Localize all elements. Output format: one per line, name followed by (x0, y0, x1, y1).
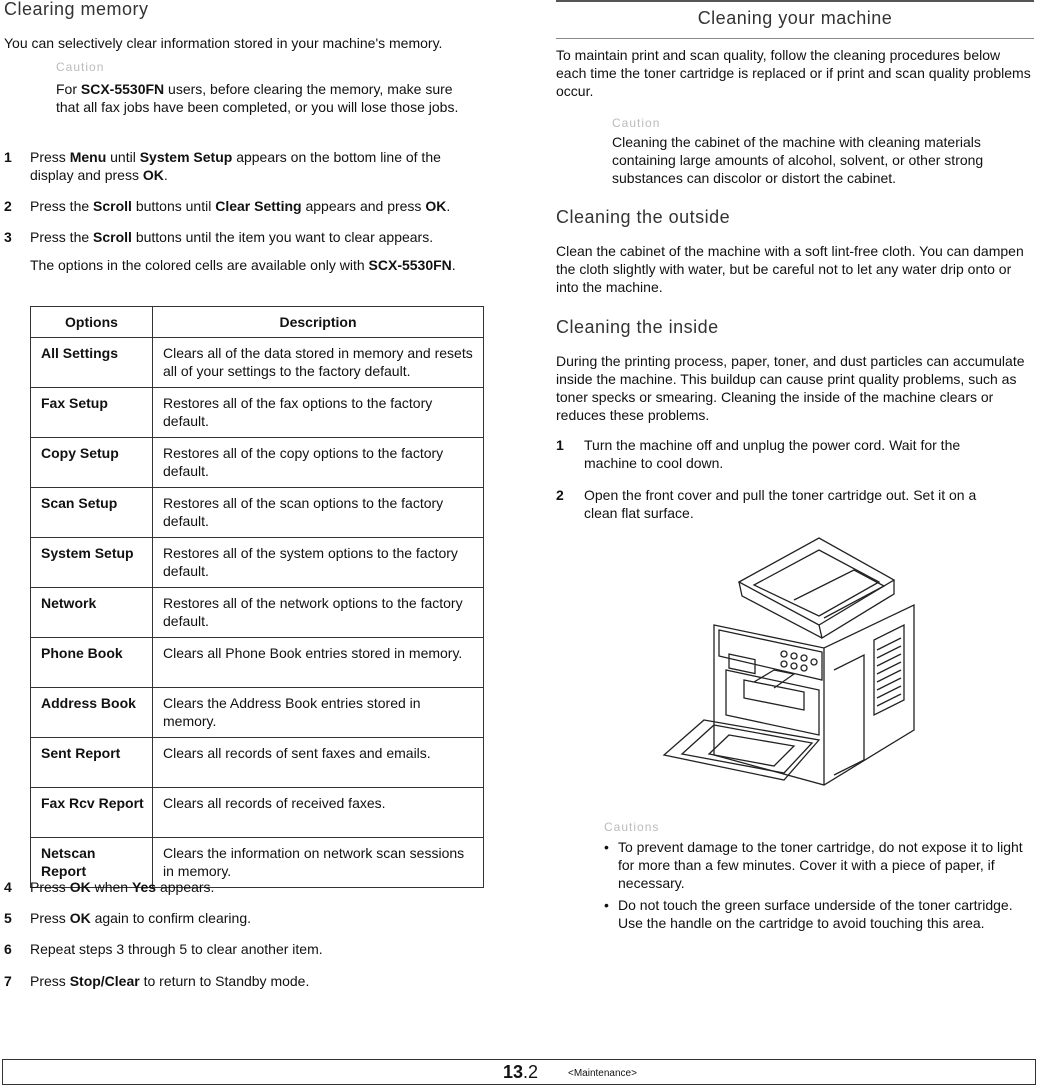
step-number: 1 (556, 437, 564, 453)
step-number: 7 (4, 973, 12, 989)
table-row (31, 488, 484, 538)
intro-text: You can selectively clear information stored in your machine's memory. (4, 35, 443, 51)
step-number: 4 (4, 879, 12, 895)
table-row (31, 788, 484, 838)
section-label: <Maintenance> (568, 1068, 637, 1079)
subheading-cleaning-inside: Cleaning the inside (556, 317, 719, 337)
caution-label: Caution (612, 116, 661, 130)
cleaning-intro: To maintain print and scan quality, follow the cleaning procedures below each time the toner cartridge is replaced or if print and scan quality problems occur. (556, 47, 1031, 99)
caution-note: For SCX-5530FN users, before clearing the memory, make sure that all fax jobs have been completed, or you will lose those jobs. (56, 81, 459, 115)
option-description: Restores all of the network options to the factory default. (153, 588, 484, 638)
table-row (31, 538, 484, 588)
option-name: Scan Setup (31, 488, 153, 538)
option-name: Phone Book (31, 638, 153, 688)
table-row (31, 388, 484, 438)
printer-illustration (644, 530, 924, 810)
cautions-label: Cautions (604, 820, 660, 834)
column-header-options: Options (31, 307, 153, 338)
table-row (31, 638, 484, 688)
subheading-cleaning-outside: Cleaning the outside (556, 207, 731, 227)
option-description: Clears all of the data stored in memory and resets all of your settings to the factory default. (153, 338, 484, 388)
inside-text: During the printing process, paper, toner, and dust particles can accumulate inside the machine. This buildup can cause print quality problems, such as toner specks or smearing. Cleaning the inside of the machine clears or reduces these problems. (556, 353, 1025, 423)
option-description: Restores all of the system options to the factory default. (153, 538, 484, 588)
table-row (31, 438, 484, 488)
table-row (31, 588, 484, 638)
option-description: Clears all records of received faxes. (153, 788, 484, 838)
chapter-header (556, 0, 1034, 39)
option-name: All Settings (31, 338, 153, 388)
option-description: Clears the information on network scan sessions in memory. (153, 838, 484, 888)
option-description: Clears the Address Book entries stored in memory. (153, 688, 484, 738)
step-number: 2 (556, 487, 564, 503)
list-item: • To prevent damage to the toner cartridge, do not expose it to light for more than a few minutes. Cover it with a piece of paper, if necessary. (604, 838, 1032, 892)
outside-text: Clean the cabinet of the machine with a soft lint-free cloth. You can dampen the cloth slightly with water, but be careful not to let any water drip onto or into the machine. (556, 243, 1024, 295)
section-title-cleaning-machine: Cleaning your machine (697, 8, 893, 28)
column-header-description: Description (153, 307, 484, 338)
caution-text: Cleaning the cabinet of the machine with cleaning materials containing large amounts of alcohol, solvent, or other strong substances can discolor or distort the cabinet. (612, 134, 984, 186)
option-description: Restores all of the fax options to the factory default. (153, 388, 484, 438)
option-description: Clears all Phone Book entries stored in memory. (153, 638, 484, 688)
step-number: 2 (4, 198, 12, 214)
option-name: Address Book (31, 688, 153, 738)
table-row (31, 688, 484, 738)
cautions-list (604, 838, 1032, 936)
step-number: 1 (4, 149, 12, 165)
option-name: System Setup (31, 538, 153, 588)
list-item: • Do not touch the green surface underside of the toner cartridge. Use the handle on the cartridge to avoid touching this area. (604, 896, 1032, 932)
options-availability-note: The options in the colored cells are available only with SCX-5530FN. (30, 257, 456, 273)
page-footer (2, 1059, 1036, 1085)
step-number: 3 (4, 229, 12, 245)
option-name: Fax Setup (31, 388, 153, 438)
table-row (31, 338, 484, 388)
option-description: Restores all of the scan options to the factory default. (153, 488, 484, 538)
table-header-row (31, 307, 484, 338)
option-name: Sent Report (31, 738, 153, 788)
page-number: 13.2 (503, 1062, 539, 1082)
table-row (31, 738, 484, 788)
step-number: 5 (4, 910, 12, 926)
option-description: Restores all of the copy options to the factory default. (153, 438, 484, 488)
option-name: Copy Setup (31, 438, 153, 488)
option-description: Clears all records of sent faxes and emails. (153, 738, 484, 788)
option-name: Netscan Report (31, 838, 153, 888)
options-table (30, 306, 484, 888)
option-name: Fax Rcv Report (31, 788, 153, 838)
step-number: 6 (4, 941, 12, 957)
section-title-clearing-memory: Clearing memory (4, 0, 149, 19)
option-name: Network (31, 588, 153, 638)
caution-label: Caution (56, 60, 105, 74)
